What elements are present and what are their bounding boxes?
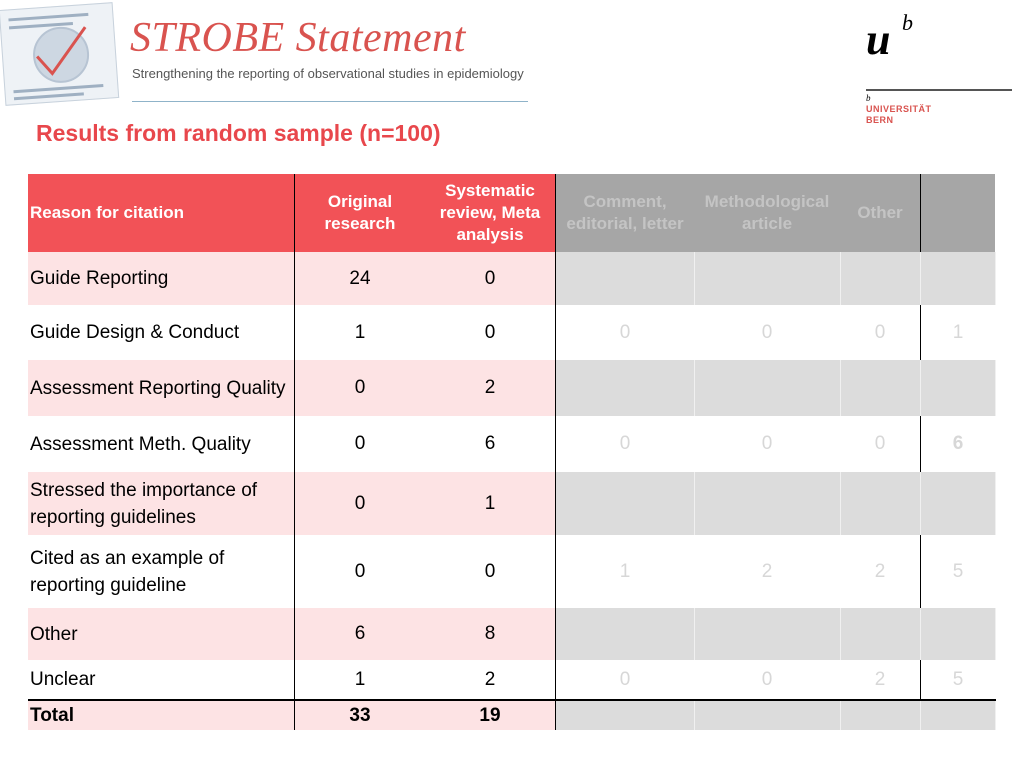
table-row <box>28 360 995 416</box>
strobe-document-thumbnail <box>0 2 119 106</box>
row-systematic: 1 <box>425 472 556 535</box>
table-total-row <box>28 700 995 730</box>
row-original: 1 <box>295 305 426 360</box>
row-systematic: 2 <box>425 660 556 700</box>
table-row <box>28 416 995 472</box>
row-last <box>921 608 996 660</box>
row-last <box>921 360 996 416</box>
logo-small-mark: b <box>866 93 871 103</box>
brand-subtitle: Strengthening the reporting of observational studies in epidemiology <box>132 66 524 81</box>
table-header-row <box>28 174 995 252</box>
results-table <box>28 174 996 730</box>
row-reason: Guide Reporting <box>28 252 295 305</box>
total-other <box>840 700 921 730</box>
row-other: 2 <box>840 535 921 608</box>
row-other <box>840 472 921 535</box>
row-methodological: 0 <box>694 416 840 472</box>
row-original: 0 <box>295 472 426 535</box>
row-other <box>840 608 921 660</box>
row-comment <box>556 608 695 660</box>
row-systematic: 0 <box>425 535 556 608</box>
red-check-icon <box>0 3 118 105</box>
row-systematic: 8 <box>425 608 556 660</box>
row-original: 1 <box>295 660 426 700</box>
row-original: 0 <box>295 535 426 608</box>
total-original: 33 <box>295 700 426 730</box>
total-comment <box>556 700 695 730</box>
row-methodological <box>694 360 840 416</box>
row-original: 0 <box>295 416 426 472</box>
row-reason: Other <box>28 608 295 660</box>
row-last: 6 <box>921 416 996 472</box>
row-comment <box>556 252 695 305</box>
row-other <box>840 360 921 416</box>
header-total-column <box>921 174 996 252</box>
row-last <box>921 472 996 535</box>
row-last: 1 <box>921 305 996 360</box>
row-methodological <box>694 252 840 305</box>
row-systematic: 0 <box>425 252 556 305</box>
row-other: 0 <box>840 416 921 472</box>
header-methodological: Methodological article <box>694 174 840 252</box>
row-comment: 0 <box>556 660 695 700</box>
header-original-research: Original research <box>295 174 426 252</box>
row-other <box>840 252 921 305</box>
row-original: 0 <box>295 360 426 416</box>
row-other: 0 <box>840 305 921 360</box>
university-name-line1: UNIVERSITÄT <box>866 104 932 114</box>
total-methodological <box>694 700 840 730</box>
row-reason: Assessment Meth. Quality <box>28 416 295 472</box>
row-reason: Cited as an example of reporting guideline <box>28 535 295 608</box>
table-row <box>28 252 995 305</box>
university-name-line2: BERN <box>866 115 894 125</box>
logo-divider <box>866 89 1012 91</box>
row-methodological: 0 <box>694 660 840 700</box>
row-original: 24 <box>295 252 426 305</box>
row-comment <box>556 472 695 535</box>
row-reason: Stressed the importance of reporting guidelines <box>28 472 295 535</box>
table-row <box>28 305 995 360</box>
university-logo-mark: u <box>866 15 891 64</box>
row-last: 5 <box>921 535 996 608</box>
row-comment: 0 <box>556 305 695 360</box>
row-systematic: 2 <box>425 360 556 416</box>
row-reason: Assessment Reporting Quality <box>28 360 295 416</box>
row-methodological: 2 <box>694 535 840 608</box>
total-systematic: 19 <box>425 700 556 730</box>
row-reason: Unclear <box>28 660 295 700</box>
row-last <box>921 252 996 305</box>
table-row <box>28 660 995 700</box>
total-last <box>921 700 996 730</box>
row-last: 5 <box>921 660 996 700</box>
brand-title: STROBE Statement <box>130 15 466 61</box>
university-name <box>866 104 932 126</box>
total-label: Total <box>28 700 295 730</box>
row-systematic: 0 <box>425 305 556 360</box>
row-methodological <box>694 472 840 535</box>
slide-title: Results from random sample (n=100) <box>36 120 441 146</box>
brand-divider <box>132 101 528 102</box>
table-row <box>28 472 995 535</box>
table-row <box>28 608 995 660</box>
header-comment: Comment, editorial, letter <box>556 174 695 252</box>
header-reason: Reason for citation <box>28 174 295 252</box>
table-row <box>28 535 995 608</box>
header-other: Other <box>840 174 921 252</box>
university-logo-superscript: b <box>902 10 913 35</box>
row-reason: Guide Design & Conduct <box>28 305 295 360</box>
header-systematic-review: Systematic review, Meta analysis <box>425 174 556 252</box>
row-systematic: 6 <box>425 416 556 472</box>
row-comment: 1 <box>556 535 695 608</box>
row-comment: 0 <box>556 416 695 472</box>
row-other: 2 <box>840 660 921 700</box>
row-methodological <box>694 608 840 660</box>
row-original: 6 <box>295 608 426 660</box>
row-comment <box>556 360 695 416</box>
row-methodological: 0 <box>694 305 840 360</box>
